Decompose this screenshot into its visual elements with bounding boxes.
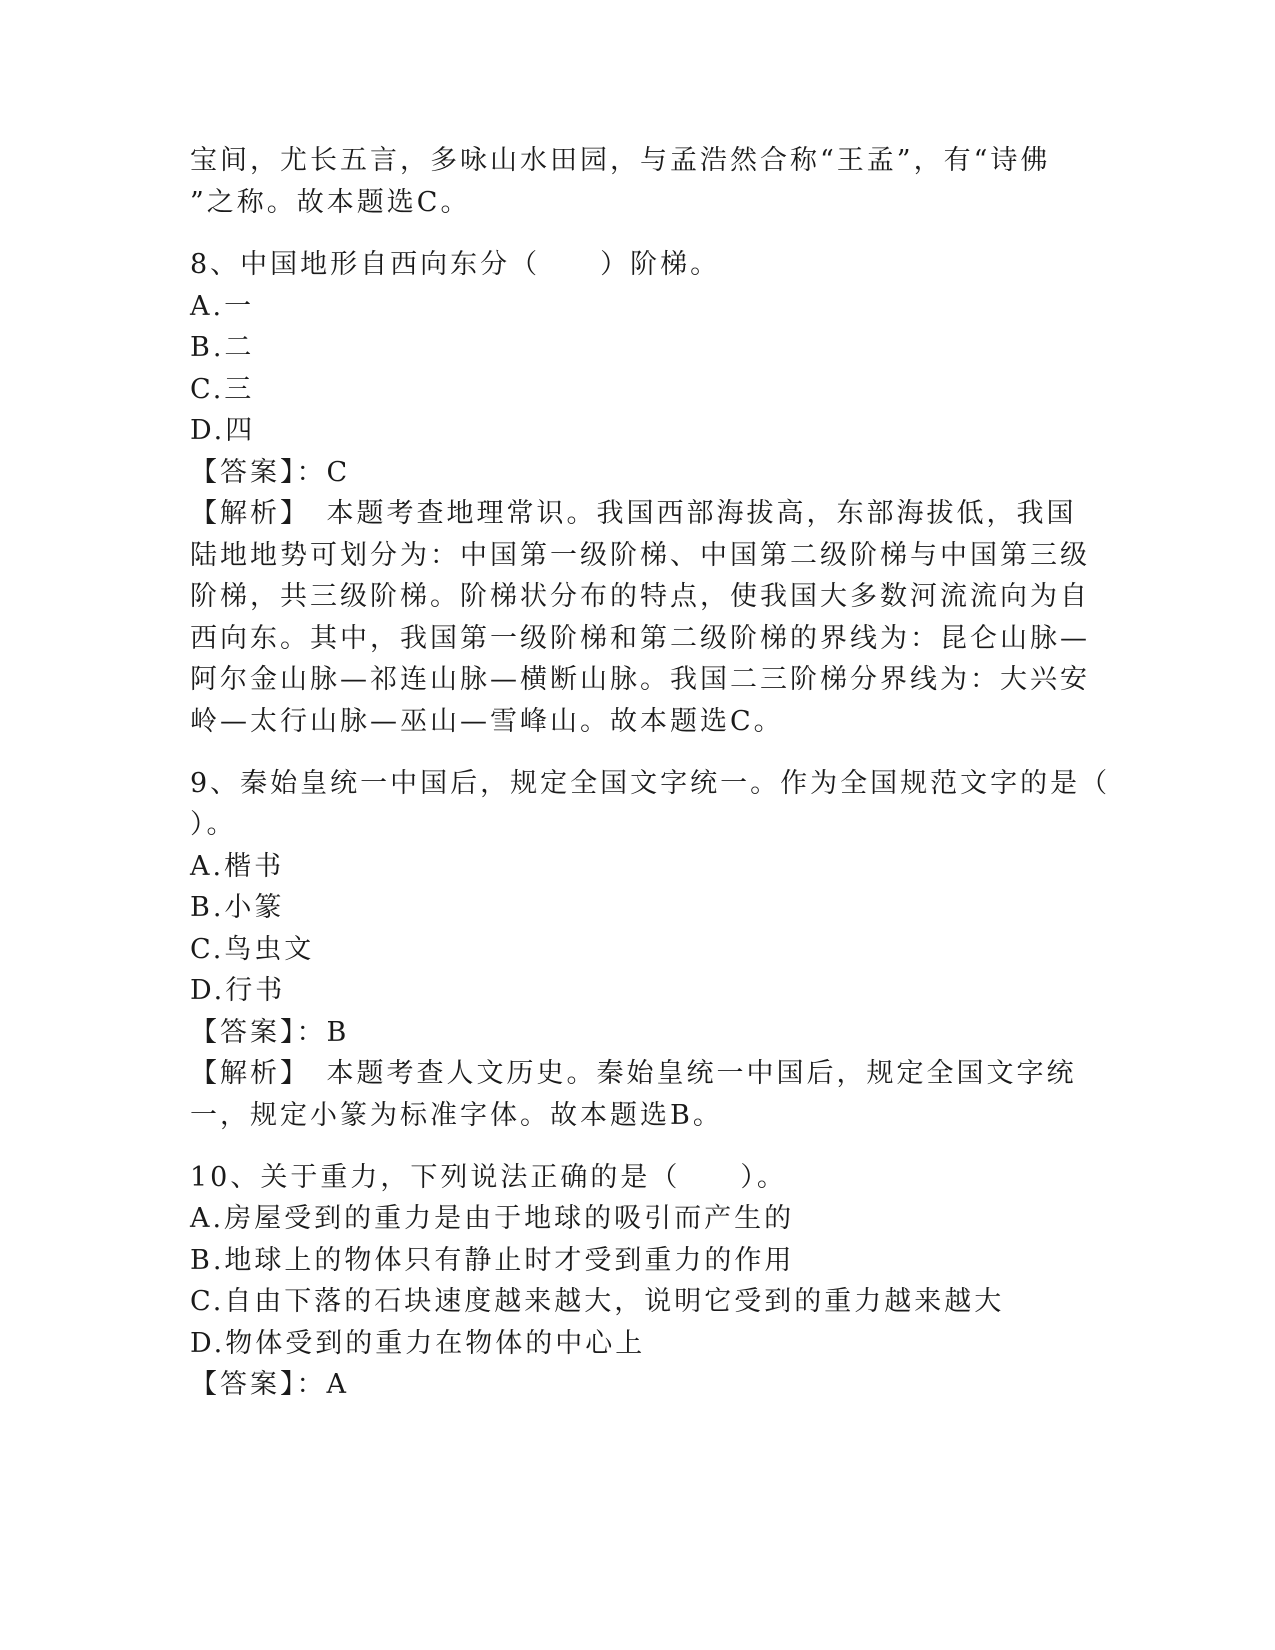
question-10-option-b: B.地球上的物体只有静止时才受到重力的作用 (190, 1245, 795, 1276)
question-8-option-c: C.三 (190, 374, 255, 405)
question-8-analysis-line-6: 岭—太行山脉—巫山—雪峰山。故本题选C。 (190, 706, 784, 737)
question-8-analysis-line-1: 【解析】 本题考查地理常识。我国西部海拔高，东部海拔低，我国 (190, 498, 1077, 529)
question-10-stem: 10、关于重力，下列说法正确的是（ ）。 (190, 1162, 787, 1193)
continuation-line-1: 宝间，尤长五言，多咏山水田园，与孟浩然合称“王孟”，有“诗佛 (190, 145, 1051, 176)
question-8-analysis-line-2: 陆地地势可划分为：中国第一级阶梯、中国第二级阶梯与中国第三级 (190, 540, 1090, 571)
continuation-line-2: ”之称。故本题选C。 (190, 187, 471, 218)
question-9-answer: 【答案】：B (190, 1017, 350, 1048)
question-8-option-a: A.一 (190, 291, 255, 322)
question-9-option-c: C.鸟虫文 (190, 934, 315, 965)
question-9-stem-line-1: 9、秦始皇统一中国后，规定全国文字统一。作为全国规范文字的是（ (190, 768, 1111, 799)
question-9-analysis-line-2: 一，规定小篆为标准字体。故本题选B。 (190, 1100, 723, 1131)
question-8-stem: 8、中国地形自西向东分（ ）阶梯。 (190, 249, 721, 280)
question-8-answer: 【答案】：C (190, 457, 351, 488)
question-10-option-d: D.物体受到的重力在物体的中心上 (190, 1328, 646, 1359)
question-8-analysis-line-5: 阿尔金山脉—祁连山脉—横断山脉。我国二三阶梯分界线为：大兴安 (190, 664, 1090, 695)
question-9-option-d: D.行书 (190, 975, 286, 1006)
question-8-analysis-line-4: 西向东。其中，我国第一级阶梯和第二级阶梯的界线为：昆仑山脉— (190, 623, 1090, 654)
question-10-option-a: A.房屋受到的重力是由于地球的吸引而产生的 (190, 1203, 795, 1234)
question-8-analysis-line-3: 阶梯，共三级阶梯。阶梯状分布的特点，使我国大多数河流流向为自 (190, 581, 1090, 612)
question-10-answer: 【答案】：A (190, 1369, 349, 1400)
question-9-analysis-line-1: 【解析】 本题考查人文历史。秦始皇统一中国后，规定全国文字统 (190, 1058, 1077, 1089)
question-10-option-c: C.自由下落的石块速度越来越大，说明它受到的重力越来越大 (190, 1286, 1005, 1317)
question-9-option-a: A.楷书 (190, 851, 285, 882)
question-8-option-d: D.四 (190, 415, 256, 446)
question-9-stem-line-2: ）。 (190, 809, 237, 840)
question-8-option-b: B.二 (190, 332, 255, 363)
question-9-option-b: B.小篆 (190, 892, 285, 923)
